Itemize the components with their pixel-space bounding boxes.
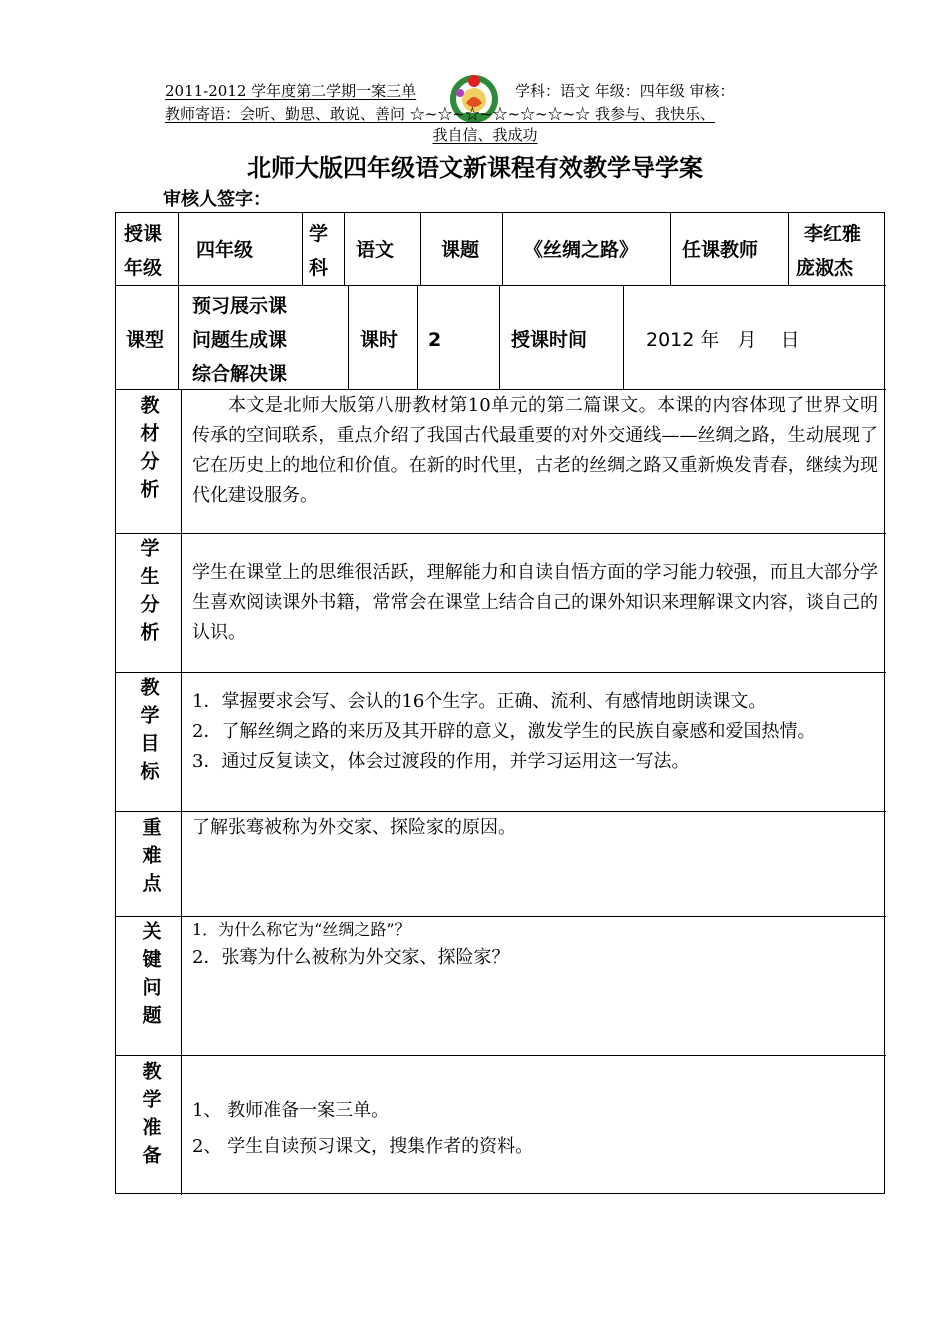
list-item: 2．了解丝绸之路的来历及其开辟的意义，激发学生的民族自豪感和爱国热情。 bbox=[192, 721, 816, 742]
topic-label: 课题 bbox=[441, 239, 480, 261]
preparation-list bbox=[192, 1093, 878, 1165]
teaching-goals-list bbox=[192, 687, 878, 777]
col-divider bbox=[178, 213, 179, 285]
term-info: 2011-2012 学年度第二学期一案三单 bbox=[165, 82, 417, 100]
subject-value: 语文 bbox=[356, 239, 395, 261]
row-divider bbox=[116, 811, 886, 812]
period-value: 2 bbox=[428, 329, 442, 351]
col-divider bbox=[623, 285, 624, 389]
teacher-name: 李红雅 bbox=[804, 223, 862, 245]
section-label-goals: 教学目标 bbox=[137, 677, 160, 789]
subject-label: 学科 bbox=[309, 223, 329, 279]
teacher-label: 任课教师 bbox=[682, 239, 759, 261]
teacher-name: 庞淑杰 bbox=[796, 257, 854, 279]
col-divider bbox=[302, 213, 303, 285]
key-questions-list bbox=[192, 917, 878, 973]
subject-grade-info: 学科：语文 年级：四年级 审核： bbox=[515, 82, 735, 100]
col-divider bbox=[670, 213, 671, 285]
section-label-preparation: 教学准备 bbox=[139, 1061, 162, 1173]
page-title: 北师大版四年级语文新课程有效教学导学案 bbox=[247, 154, 703, 182]
time-value: 2012 年 月 日 bbox=[646, 329, 800, 351]
section-label-material: 教材分析 bbox=[137, 395, 160, 507]
col-divider bbox=[417, 285, 418, 389]
type-comprehensive: 综合解决课 bbox=[192, 363, 288, 385]
col-divider bbox=[499, 285, 500, 389]
student-analysis-text: 学生在课堂上的思维很活跃，理解能力和自读自悟方面的学习能力较强，而且大部分学生喜欢阅读课外书籍，常常会在课堂上结合自己的课外知识来理解课文内容，谈自己的认识。 bbox=[192, 562, 878, 643]
teacher-motto-continued: 我自信、我成功 bbox=[432, 126, 538, 144]
section-label-key-questions: 关键问题 bbox=[139, 921, 162, 1033]
list-item: 1、 教师准备一案三单。 bbox=[192, 1100, 390, 1121]
list-item: 2、 学生自读预习课文，搜集作者的资料。 bbox=[192, 1136, 534, 1157]
key-points-text: 了解张骞被称为外交家、探险家的原因。 bbox=[192, 817, 516, 838]
row-divider bbox=[116, 533, 886, 534]
reviewer-signature-label: 审核人签字： bbox=[163, 189, 271, 210]
type-label: 课型 bbox=[126, 329, 165, 351]
row-divider bbox=[116, 672, 886, 673]
row-divider bbox=[116, 285, 886, 286]
section-label-students: 学生分析 bbox=[137, 538, 160, 650]
section-label-key-points: 重难点 bbox=[139, 817, 162, 901]
lesson-plan-table bbox=[115, 212, 885, 1194]
col-divider bbox=[788, 213, 789, 285]
col-divider bbox=[420, 213, 421, 285]
time-label: 授课时间 bbox=[511, 329, 588, 351]
period-label: 课时 bbox=[360, 329, 399, 351]
header-line-1 bbox=[165, 80, 735, 101]
col-divider bbox=[178, 285, 179, 389]
col-divider bbox=[502, 213, 503, 285]
list-item: 2．张骞为什么被称为外交家、探险家？ bbox=[192, 947, 510, 968]
teacher-motto: 教师寄语：会听、勤思、敢说、善问 ☆~☆~☆~☆~☆~☆~☆ 我参与、我快乐、 bbox=[165, 105, 715, 123]
type-question: 问题生成课 bbox=[192, 329, 288, 351]
type-preview: 预习展示课 bbox=[192, 295, 288, 317]
list-item: 1．为什么称它为“丝绸之路”？ bbox=[192, 920, 411, 939]
col-divider bbox=[181, 389, 182, 1195]
col-divider bbox=[344, 213, 345, 285]
row-divider bbox=[116, 1055, 886, 1056]
grade-value: 四年级 bbox=[196, 239, 254, 261]
topic-value: 《丝绸之路》 bbox=[524, 239, 639, 261]
grade-label: 授课年级 bbox=[124, 223, 163, 279]
col-divider bbox=[348, 285, 349, 389]
material-analysis-text: 本文是北师大版第八册教材第10单元的第二篇课文。本课的内容体现了世界文明传承的空间联系，重点介绍了我国古代最重要的对外交通线——丝绸之路，生动展现了它在历史上的地位和价值。在新的时代里，古老的丝绸之路又重新焕发青春，继续为现代化建设服务。 bbox=[192, 395, 878, 506]
list-item: 3．通过反复读文，体会过渡段的作用，并学习运用这一写法。 bbox=[192, 751, 690, 772]
list-item: 1．掌握要求会写、会认的16个生字。正确、流利、有感情地朗读课文。 bbox=[192, 691, 767, 712]
